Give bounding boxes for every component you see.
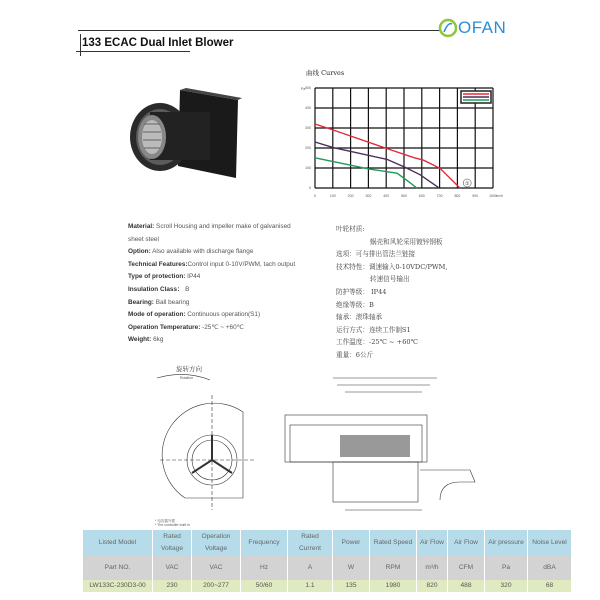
table-header-cell: Rated Current bbox=[288, 530, 333, 555]
spec-item bbox=[128, 297, 308, 310]
x-tick-label: 900 bbox=[472, 194, 479, 198]
spec-value: -25℃ ~ +60℃ bbox=[200, 323, 244, 331]
spec-item bbox=[128, 221, 308, 246]
table-header-cell: Frequency bbox=[241, 530, 288, 555]
curves-title: 曲线 Curves bbox=[306, 69, 345, 77]
table-cell: 320 bbox=[485, 580, 528, 592]
spec-item-cn: 防护等级： IP44 bbox=[336, 287, 387, 296]
spec-label: Material: bbox=[128, 223, 155, 230]
x-tick-label: 500 bbox=[401, 194, 407, 198]
series-line-red bbox=[315, 124, 460, 188]
table-unit-cell: m³/h bbox=[417, 555, 448, 580]
x-tick-label: 400 bbox=[383, 194, 390, 198]
table-row bbox=[83, 580, 572, 592]
x-tick-label: 300 bbox=[365, 194, 372, 198]
table-cell: 68 bbox=[528, 580, 572, 592]
table-cell: 1.1 bbox=[288, 580, 333, 592]
table-header-cell: Air Flow bbox=[448, 530, 485, 555]
x-tick-label: 700 bbox=[436, 194, 443, 198]
spec-value: Control input 0-10V/PWM, tach output bbox=[187, 260, 296, 268]
x-tick-label: 600 bbox=[418, 194, 425, 198]
spec-item-cn: 选项：可与排出管法兰链接 bbox=[336, 250, 416, 259]
rotation-label-cn: 旋转方向 bbox=[176, 365, 202, 373]
spec-label: Bearing: bbox=[128, 298, 154, 306]
note-en: * The controller built in bbox=[155, 523, 190, 527]
spec-item bbox=[128, 246, 308, 259]
table-unit-cell: CFM bbox=[448, 555, 485, 580]
spec-item-cn: 轴承：滚珠轴承 bbox=[336, 313, 383, 322]
spec-item bbox=[128, 322, 308, 335]
spec-item bbox=[128, 334, 308, 347]
table-cell: LW133C-230D3-00 bbox=[83, 580, 153, 592]
spec-value: B bbox=[183, 285, 190, 293]
dimension-drawing bbox=[140, 370, 485, 520]
title-tick bbox=[80, 34, 81, 56]
page-title: 133 ECAC Dual Inlet Blower bbox=[82, 37, 234, 49]
x-tick-label: 200 bbox=[347, 194, 354, 198]
spec-label: Technical Features: bbox=[128, 260, 188, 268]
table-cell: 488 bbox=[448, 580, 485, 592]
spec-item-cn: 叶轮材质: bbox=[336, 225, 365, 233]
logo-text: OFAN bbox=[458, 18, 507, 37]
table-header-cell: Air Flow bbox=[417, 530, 448, 555]
y-tick-label: 200 bbox=[305, 146, 311, 150]
x-tick-label: 0 bbox=[314, 194, 316, 198]
table-cell: 200~277 bbox=[192, 580, 241, 592]
spec-item-cn: 技术特性：调速输入0-10VDC/PWM, bbox=[336, 262, 448, 271]
table-unit-cell: RPM bbox=[370, 555, 417, 580]
title-underline bbox=[76, 51, 190, 52]
table-header-cell: Rated Voltage bbox=[153, 530, 192, 555]
spec-value: Scroll Housing and impeller make of galvanised sheet steel bbox=[128, 223, 291, 243]
x-axis-label: m³/h bbox=[496, 194, 503, 198]
spec-item bbox=[128, 309, 308, 322]
spec-label: Type of protection: bbox=[128, 273, 186, 281]
y-axis-label: Pa bbox=[301, 87, 306, 91]
table-header-cell: Noise Level bbox=[528, 530, 572, 555]
spec-item bbox=[128, 259, 308, 272]
product-photo bbox=[120, 82, 245, 197]
spec-item-cn: 绝缘等级：B bbox=[336, 300, 374, 309]
table-unit-cell: dBA bbox=[528, 555, 572, 580]
drawing-note bbox=[155, 519, 190, 527]
table-unit-cell: W bbox=[333, 555, 370, 580]
note-cn: * 电容器外置 bbox=[155, 519, 175, 523]
spec-value: Ball bearing bbox=[153, 298, 190, 306]
header-rule bbox=[78, 30, 440, 31]
spec-item bbox=[128, 271, 308, 284]
spec-item-cn: 重量：6公斤 bbox=[336, 350, 374, 359]
table-cell: 820 bbox=[417, 580, 448, 592]
y-tick-label: 500 bbox=[305, 86, 311, 90]
spec-item-cn: 工作温度：-25℃ ~ +60℃ bbox=[336, 338, 418, 347]
spec-label: Weight: bbox=[128, 336, 152, 344]
spec-value: IP44 bbox=[185, 273, 201, 281]
table-unit-cell: A bbox=[288, 555, 333, 580]
spec-label: Mode of operation: bbox=[128, 311, 186, 319]
table-header-cell: Power bbox=[333, 530, 370, 555]
series-line-purple bbox=[315, 142, 438, 187]
table-cell: 1980 bbox=[370, 580, 417, 592]
x-tick-label: 800 bbox=[454, 194, 461, 198]
table-cell: 135 bbox=[333, 580, 370, 592]
spec-item-cn: 蜗壳和风轮采用镀锌钢板 bbox=[370, 237, 443, 246]
table-cell: 50/60 bbox=[241, 580, 288, 592]
series-line-green bbox=[315, 158, 417, 188]
x-tick-label: 100 bbox=[329, 194, 336, 198]
logo bbox=[438, 18, 506, 38]
spec-value: 6kg bbox=[151, 336, 164, 344]
table-header-cell: Rated Speed bbox=[370, 530, 417, 555]
curve-marker-label: ① bbox=[464, 181, 470, 187]
spec-item bbox=[128, 284, 308, 297]
specs-chinese bbox=[336, 223, 486, 362]
x-tick-label: 1000 bbox=[489, 194, 497, 198]
table-unit-cell: VAC bbox=[192, 555, 241, 580]
y-tick-label: 0 bbox=[309, 186, 311, 190]
y-tick-label: 300 bbox=[305, 126, 311, 130]
table-unit-cell: Part NO. bbox=[83, 555, 153, 580]
logo-swirl-icon bbox=[438, 18, 458, 38]
spec-value: Also available with discharge flange bbox=[150, 248, 254, 256]
spec-item-cn: 运行方式：连续工作制S1 bbox=[336, 325, 411, 334]
table-unit-cell: Pa bbox=[485, 555, 528, 580]
specs-english bbox=[128, 221, 308, 347]
spec-value: Continuous operation(S1) bbox=[185, 311, 261, 319]
table-header-cell: Listed Model bbox=[83, 530, 153, 555]
table-unit-cell: Hz bbox=[241, 555, 288, 580]
spec-label: Operation Temperature: bbox=[128, 323, 201, 331]
spec-table bbox=[83, 530, 572, 592]
table-header-cell: Air pressure bbox=[485, 530, 528, 555]
rotation-label-en: Rotation bbox=[180, 376, 194, 380]
spec-label: Option: bbox=[128, 248, 151, 256]
y-tick-label: 400 bbox=[305, 106, 311, 110]
table-unit-cell: VAC bbox=[153, 555, 192, 580]
table-header-cell: Operation Voltage bbox=[192, 530, 241, 555]
performance-chart bbox=[295, 78, 505, 208]
y-tick-label: 100 bbox=[305, 166, 311, 170]
spec-label: Insulation Class： bbox=[128, 285, 184, 293]
table-cell: 230 bbox=[153, 580, 192, 592]
spec-item-cn: 转速信号输出 bbox=[370, 275, 410, 284]
